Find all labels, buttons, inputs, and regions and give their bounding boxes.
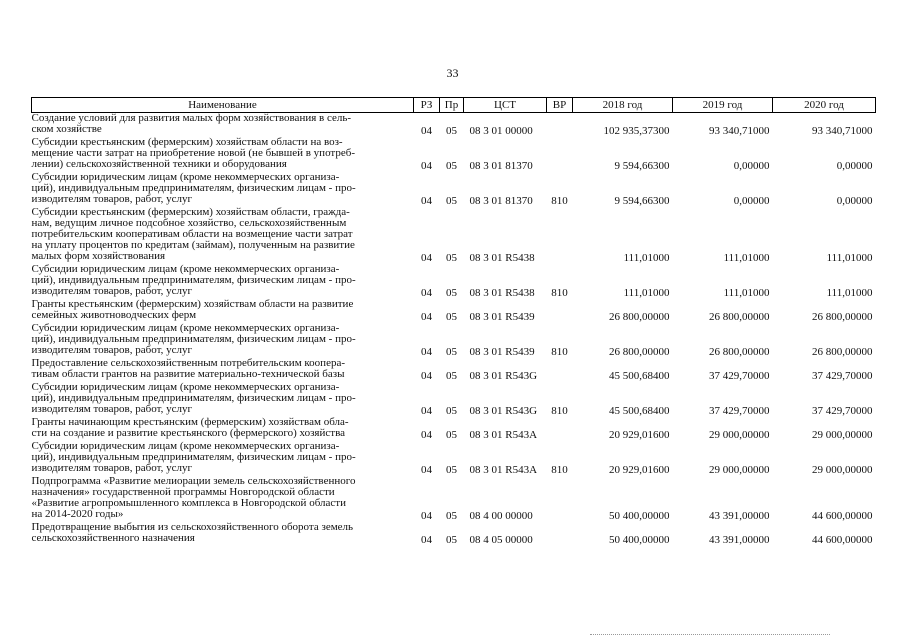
row-2019: 37 429,70000 bbox=[709, 369, 770, 382]
column-header-name: Наименование bbox=[32, 98, 414, 113]
row-pr: 05 bbox=[446, 286, 457, 299]
table-row bbox=[32, 172, 876, 207]
row-vr: 810 bbox=[551, 345, 568, 358]
row-2019: 0,00000 bbox=[733, 159, 770, 172]
row-2020: 37 429,70000 bbox=[812, 369, 873, 382]
table-row bbox=[32, 323, 876, 358]
table-row bbox=[32, 417, 876, 441]
row-cst: 08 3 01 81370 bbox=[469, 194, 533, 207]
row-2019: 111,01000 bbox=[723, 286, 770, 299]
row-2019: 29 000,00000 bbox=[709, 428, 770, 441]
column-header-cst: ЦСТ bbox=[464, 98, 547, 113]
row-name: Субсидии юридическим лицам (кроме некоммерческих организа- ций), индивидуальным предпринимателям, физическим лицам - про- изводителям товаров, работ, услуг bbox=[31, 262, 356, 297]
row-name: Предоставление сельскохозяйственным потребительским коопера- тивам области грантов на развитие материально-технической базы bbox=[31, 356, 345, 380]
row-2020: 44 600,00000 bbox=[812, 509, 873, 522]
row-rz: 04 bbox=[421, 404, 432, 417]
row-2020: 29 000,00000 bbox=[812, 428, 873, 441]
row-2019: 0,00000 bbox=[733, 194, 770, 207]
row-name: Подпрограмма «Развитие мелиорации земель сельскохозяйственного назначения» государственной программы Новгородской области «Развитие агропромышленного комплекса в Новгородской области на 2014-2020 годы» bbox=[31, 474, 356, 520]
row-2019: 43 391,00000 bbox=[709, 533, 770, 546]
row-2018: 50 400,00000 bbox=[609, 509, 670, 522]
row-vr bbox=[547, 207, 573, 264]
row-2018: 20 929,01600 bbox=[609, 463, 670, 476]
column-header-vr: ВР bbox=[547, 98, 573, 113]
row-2020: 26 800,00000 bbox=[812, 310, 873, 323]
row-2019: 93 340,71000 bbox=[709, 124, 770, 137]
row-2018: 9 594,66300 bbox=[614, 194, 670, 207]
row-pr: 05 bbox=[446, 509, 457, 522]
row-pr: 05 bbox=[446, 159, 457, 172]
table-header-row bbox=[32, 98, 876, 113]
row-cst: 08 3 01 81370 bbox=[469, 159, 533, 172]
row-2019: 37 429,70000 bbox=[709, 404, 770, 417]
row-2020: 0,00000 bbox=[836, 194, 873, 207]
row-rz: 04 bbox=[421, 345, 432, 358]
table-body bbox=[32, 113, 876, 546]
row-pr: 05 bbox=[446, 124, 457, 137]
row-cst: 08 3 01 R543A bbox=[469, 463, 538, 476]
row-rz: 04 bbox=[421, 533, 432, 546]
table-row bbox=[32, 207, 876, 264]
row-2020: 93 340,71000 bbox=[812, 124, 873, 137]
row-vr bbox=[547, 113, 573, 137]
row-2018: 50 400,00000 bbox=[609, 533, 670, 546]
row-2018: 45 500,68400 bbox=[609, 369, 670, 382]
row-rz: 04 bbox=[421, 194, 432, 207]
row-cst: 08 3 01 R5439 bbox=[469, 310, 535, 323]
row-cst: 08 4 05 00000 bbox=[469, 533, 533, 546]
row-pr: 05 bbox=[446, 428, 457, 441]
row-rz: 04 bbox=[421, 369, 432, 382]
row-2020: 44 600,00000 bbox=[812, 533, 873, 546]
row-2019: 26 800,00000 bbox=[709, 345, 770, 358]
row-pr: 05 bbox=[446, 369, 457, 382]
row-pr: 05 bbox=[446, 310, 457, 323]
row-pr: 05 bbox=[446, 251, 457, 264]
row-name: Гранты начинающим крестьянским (фермерским) хозяйствам обла- сти на создание и развитие крестьянского (фермерского) хозяйства bbox=[31, 415, 349, 439]
table-row bbox=[32, 476, 876, 522]
row-2019: 26 800,00000 bbox=[709, 310, 770, 323]
row-name: Субсидии юридическим лицам (кроме некоммерческих организа- ций), индивидуальным предпринимателям, физическим лицам - про- изводителям товаров, работ, услуг bbox=[31, 380, 356, 415]
row-2019: 43 391,00000 bbox=[709, 509, 770, 522]
row-cst: 08 4 00 00000 bbox=[469, 509, 533, 522]
row-rz: 04 bbox=[421, 286, 432, 299]
row-name: Предотвращение выбытия из сельскохозяйственного оборота земель сельскохозяйственного назначения bbox=[31, 520, 354, 544]
row-vr: 810 bbox=[551, 286, 568, 299]
row-vr: 810 bbox=[551, 463, 568, 476]
row-pr: 05 bbox=[446, 404, 457, 417]
row-pr: 05 bbox=[446, 463, 457, 476]
row-2018: 26 800,00000 bbox=[609, 310, 670, 323]
table-row bbox=[32, 113, 876, 137]
row-2019: 29 000,00000 bbox=[709, 463, 770, 476]
row-2018: 111,01000 bbox=[623, 251, 670, 264]
row-cst: 08 3 01 R5439 bbox=[469, 345, 535, 358]
row-name: Субсидии крестьянским (фермерским) хозяйствам области, гражда- нам, ведущим личное подсобное хозяйство, сельскохозяйственным потребительским кооперативам области на возмещение части затрат на уплату процентов по кредитам (займам), полученным на развитие малых форм хозяйствования bbox=[31, 205, 355, 262]
row-vr bbox=[547, 417, 573, 441]
row-rz: 04 bbox=[421, 159, 432, 172]
page-number: 33 bbox=[446, 66, 459, 80]
row-2020: 29 000,00000 bbox=[812, 463, 873, 476]
row-cst: 08 3 01 R543G bbox=[469, 369, 538, 382]
row-name: Субсидии юридическим лицам (кроме некоммерческих организа- ций), индивидуальным предпринимателям, физическим лицам - про- изводителям товаров, работ, услуг bbox=[31, 170, 356, 205]
scan-artifact bbox=[590, 634, 830, 637]
table-row bbox=[32, 264, 876, 299]
row-vr bbox=[547, 299, 573, 323]
row-rz: 04 bbox=[421, 124, 432, 137]
row-2018: 26 800,00000 bbox=[609, 345, 670, 358]
table-row bbox=[32, 441, 876, 476]
row-vr: 810 bbox=[551, 404, 568, 417]
row-2020: 37 429,70000 bbox=[812, 404, 873, 417]
row-pr: 05 bbox=[446, 345, 457, 358]
row-2020: 111,01000 bbox=[826, 251, 873, 264]
row-2018: 20 929,01600 bbox=[609, 428, 670, 441]
row-2020: 0,00000 bbox=[836, 159, 873, 172]
row-name: Субсидии юридическим лицам (кроме некоммерческих организа- ций), индивидуальным предпринимателям, физическим лицам - про- изводителям товаров, работ, услуг bbox=[31, 321, 356, 356]
row-name: Субсидии юридическим лицам (кроме некоммерческих организа- ций), индивидуальным предпринимателям, физическим лицам - про- изводителям товаров, работ, услуг bbox=[31, 439, 356, 474]
row-vr: 810 bbox=[551, 194, 568, 207]
row-name: Гранты крестьянским (фермерским) хозяйствам области на развитие семейных животноводческих ферм bbox=[31, 297, 354, 321]
column-header-rz: РЗ bbox=[414, 98, 440, 113]
row-2018: 9 594,66300 bbox=[614, 159, 670, 172]
row-pr: 05 bbox=[446, 533, 457, 546]
row-vr bbox=[547, 476, 573, 522]
row-cst: 08 3 01 R543A bbox=[469, 428, 538, 441]
row-rz: 04 bbox=[421, 251, 432, 264]
table-row bbox=[32, 299, 876, 323]
row-2020: 111,01000 bbox=[826, 286, 873, 299]
row-cst: 08 3 01 00000 bbox=[469, 124, 533, 137]
row-name: Субсидии крестьянским (фермерским) хозяйствам области на воз- мещение части затрат на приобретение новой (не бывшей в употреб- лении) сельскохозяйственной техники и оборудования bbox=[31, 135, 356, 170]
table-row bbox=[32, 522, 876, 546]
row-2019: 111,01000 bbox=[723, 251, 770, 264]
row-cst: 08 3 01 R5438 bbox=[469, 286, 535, 299]
row-name: Создание условий для развития малых форм хозяйствования в сель- ском хозяйстве bbox=[31, 112, 352, 135]
row-rz: 04 bbox=[421, 428, 432, 441]
row-rz: 04 bbox=[421, 310, 432, 323]
row-cst: 08 3 01 R5438 bbox=[469, 251, 535, 264]
row-2018: 102 935,37300 bbox=[603, 124, 670, 137]
table-row bbox=[32, 358, 876, 382]
row-cst: 08 3 01 R543G bbox=[469, 404, 538, 417]
column-header-pr: Пр bbox=[440, 98, 464, 113]
column-header-2018: 2018 год bbox=[573, 98, 673, 113]
row-2018: 111,01000 bbox=[623, 286, 670, 299]
column-header-2019: 2019 год bbox=[673, 98, 773, 113]
budget-table bbox=[31, 97, 876, 546]
row-rz: 04 bbox=[421, 509, 432, 522]
row-vr bbox=[547, 137, 573, 172]
row-vr bbox=[547, 522, 573, 546]
row-rz: 04 bbox=[421, 463, 432, 476]
row-2020: 26 800,00000 bbox=[812, 345, 873, 358]
row-pr: 05 bbox=[446, 194, 457, 207]
table-row bbox=[32, 137, 876, 172]
column-header-2020: 2020 год bbox=[773, 98, 876, 113]
row-2018: 45 500,68400 bbox=[609, 404, 670, 417]
table-row bbox=[32, 382, 876, 417]
row-vr bbox=[547, 358, 573, 382]
